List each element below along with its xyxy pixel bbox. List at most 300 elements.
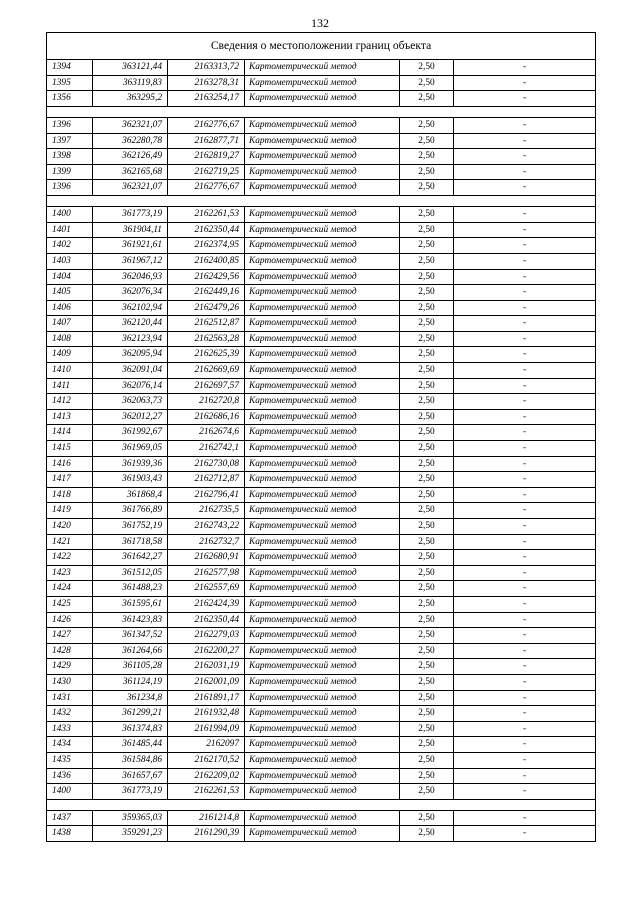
note-cell: - (454, 674, 596, 690)
note-cell: - (454, 441, 596, 457)
point-number-cell: 1397 (47, 133, 93, 149)
y-coordinate-cell: 2162720,8 (168, 394, 245, 410)
y-coordinate-cell: 2162719,25 (168, 164, 245, 180)
method-cell: Картометрический метод (245, 550, 400, 566)
table-row (47, 659, 596, 675)
point-number-cell: 1413 (47, 409, 93, 425)
x-coordinate-cell: 361904,11 (93, 222, 168, 238)
point-number-cell: 1432 (47, 706, 93, 722)
accuracy-cell: 2,50 (400, 643, 454, 659)
point-number-cell: 1412 (47, 394, 93, 410)
method-cell: Картометрический метод (245, 456, 400, 472)
x-coordinate-cell: 362091,04 (93, 363, 168, 379)
table-row (47, 207, 596, 223)
note-cell: - (454, 60, 596, 76)
point-number-cell: 1434 (47, 737, 93, 753)
group-separator (47, 195, 596, 206)
note-cell: - (454, 737, 596, 753)
group-separator-row (47, 106, 596, 117)
x-coordinate-cell: 362126,49 (93, 149, 168, 165)
point-number-cell: 1437 (47, 810, 93, 826)
point-number-cell: 1438 (47, 826, 93, 842)
note-cell: - (454, 596, 596, 612)
note-cell: - (454, 503, 596, 519)
y-coordinate-cell: 2162669,69 (168, 363, 245, 379)
method-cell: Картометрический метод (245, 752, 400, 768)
accuracy-cell: 2,50 (400, 581, 454, 597)
x-coordinate-cell: 361374,83 (93, 721, 168, 737)
y-coordinate-cell: 2163254,17 (168, 91, 245, 107)
table-row (47, 441, 596, 457)
x-coordinate-cell: 361773,19 (93, 207, 168, 223)
method-cell: Картометрический метод (245, 316, 400, 332)
method-cell: Картометрический метод (245, 441, 400, 457)
method-cell: Картометрический метод (245, 659, 400, 675)
accuracy-cell: 2,50 (400, 487, 454, 503)
y-coordinate-cell: 2162001,09 (168, 674, 245, 690)
note-cell: - (454, 425, 596, 441)
table-row (47, 550, 596, 566)
y-coordinate-cell: 2162680,91 (168, 550, 245, 566)
accuracy-cell: 2,50 (400, 363, 454, 379)
accuracy-cell: 2,50 (400, 378, 454, 394)
note-cell: - (454, 269, 596, 285)
point-number-cell: 1405 (47, 285, 93, 301)
point-number-cell: 1407 (47, 316, 93, 332)
accuracy-cell: 2,50 (400, 285, 454, 301)
note-cell: - (454, 456, 596, 472)
y-coordinate-cell: 2162743,22 (168, 519, 245, 535)
table-row (47, 331, 596, 347)
accuracy-cell: 2,50 (400, 737, 454, 753)
method-cell: Картометрический метод (245, 300, 400, 316)
y-coordinate-cell: 2162200,27 (168, 643, 245, 659)
note-cell: - (454, 706, 596, 722)
method-cell: Картометрический метод (245, 768, 400, 784)
y-coordinate-cell: 2162730,08 (168, 456, 245, 472)
group-separator-row (47, 195, 596, 206)
method-cell: Картометрический метод (245, 164, 400, 180)
method-cell: Картометрический метод (245, 207, 400, 223)
table-row (47, 643, 596, 659)
table-row (47, 253, 596, 269)
accuracy-cell: 2,50 (400, 596, 454, 612)
x-coordinate-cell: 361512,05 (93, 565, 168, 581)
x-coordinate-cell: 362046,93 (93, 269, 168, 285)
table-row (47, 117, 596, 133)
y-coordinate-cell: 2162429,56 (168, 269, 245, 285)
table-row (47, 826, 596, 842)
method-cell: Картометрический метод (245, 378, 400, 394)
note-cell: - (454, 300, 596, 316)
method-cell: Картометрический метод (245, 331, 400, 347)
accuracy-cell: 2,50 (400, 784, 454, 800)
method-cell: Картометрический метод (245, 75, 400, 91)
y-coordinate-cell: 2162819,27 (168, 149, 245, 165)
accuracy-cell: 2,50 (400, 612, 454, 628)
x-coordinate-cell: 361752,19 (93, 519, 168, 535)
table-row (47, 222, 596, 238)
y-coordinate-cell: 2162674,6 (168, 425, 245, 441)
accuracy-cell: 2,50 (400, 207, 454, 223)
method-cell: Картометрический метод (245, 534, 400, 550)
note-cell: - (454, 612, 596, 628)
accuracy-cell: 2,50 (400, 456, 454, 472)
note-cell: - (454, 347, 596, 363)
note-cell: - (454, 117, 596, 133)
point-number-cell: 1424 (47, 581, 93, 597)
accuracy-cell: 2,50 (400, 394, 454, 410)
point-number-cell: 1399 (47, 164, 93, 180)
table-row (47, 503, 596, 519)
note-cell: - (454, 331, 596, 347)
point-number-cell: 1427 (47, 628, 93, 644)
method-cell: Картометрический метод (245, 91, 400, 107)
x-coordinate-cell: 359365,03 (93, 810, 168, 826)
point-number-cell: 1411 (47, 378, 93, 394)
accuracy-cell: 2,50 (400, 706, 454, 722)
accuracy-cell: 2,50 (400, 425, 454, 441)
accuracy-cell: 2,50 (400, 117, 454, 133)
accuracy-cell: 2,50 (400, 674, 454, 690)
accuracy-cell: 2,50 (400, 316, 454, 332)
table-row (47, 316, 596, 332)
table-row (47, 425, 596, 441)
accuracy-cell: 2,50 (400, 300, 454, 316)
accuracy-cell: 2,50 (400, 149, 454, 165)
note-cell: - (454, 752, 596, 768)
boundary-table-body (47, 33, 596, 842)
x-coordinate-cell: 361105,28 (93, 659, 168, 675)
table-row (47, 238, 596, 254)
note-cell: - (454, 238, 596, 254)
note-cell: - (454, 316, 596, 332)
x-coordinate-cell: 361766,89 (93, 503, 168, 519)
y-coordinate-cell: 2162261,53 (168, 784, 245, 800)
method-cell: Картометрический метод (245, 117, 400, 133)
y-coordinate-cell: 2162350,44 (168, 612, 245, 628)
note-cell: - (454, 768, 596, 784)
x-coordinate-cell: 362321,07 (93, 117, 168, 133)
x-coordinate-cell: 361595,61 (93, 596, 168, 612)
accuracy-cell: 2,50 (400, 60, 454, 76)
method-cell: Картометрический метод (245, 180, 400, 196)
x-coordinate-cell: 362165,68 (93, 164, 168, 180)
y-coordinate-cell: 2162424,39 (168, 596, 245, 612)
point-number-cell: 1421 (47, 534, 93, 550)
method-cell: Картометрический метод (245, 737, 400, 753)
method-cell: Картометрический метод (245, 519, 400, 535)
note-cell: - (454, 363, 596, 379)
note-cell: - (454, 690, 596, 706)
note-cell: - (454, 180, 596, 196)
table-row (47, 149, 596, 165)
method-cell: Картометрический метод (245, 596, 400, 612)
note-cell: - (454, 149, 596, 165)
table-row (47, 752, 596, 768)
table-row (47, 612, 596, 628)
table-row (47, 378, 596, 394)
point-number-cell: 1410 (47, 363, 93, 379)
table-row (47, 363, 596, 379)
point-number-cell: 1402 (47, 238, 93, 254)
method-cell: Картометрический метод (245, 133, 400, 149)
point-number-cell: 1408 (47, 331, 93, 347)
x-coordinate-cell: 361992,67 (93, 425, 168, 441)
method-cell: Картометрический метод (245, 253, 400, 269)
boundary-table-container (46, 32, 595, 842)
method-cell: Картометрический метод (245, 149, 400, 165)
note-cell: - (454, 519, 596, 535)
method-cell: Картометрический метод (245, 285, 400, 301)
accuracy-cell: 2,50 (400, 810, 454, 826)
table-row (47, 581, 596, 597)
x-coordinate-cell: 361969,05 (93, 441, 168, 457)
x-coordinate-cell: 361967,12 (93, 253, 168, 269)
x-coordinate-cell: 361488,23 (93, 581, 168, 597)
page-number: 132 (311, 16, 329, 30)
accuracy-cell: 2,50 (400, 409, 454, 425)
x-coordinate-cell: 361347,52 (93, 628, 168, 644)
point-number-cell: 1420 (47, 519, 93, 535)
point-number-cell: 1428 (47, 643, 93, 659)
table-row (47, 347, 596, 363)
note-cell: - (454, 222, 596, 238)
point-number-cell: 1398 (47, 149, 93, 165)
point-number-cell: 1400 (47, 207, 93, 223)
method-cell: Картометрический метод (245, 425, 400, 441)
point-number-cell: 1429 (47, 659, 93, 675)
note-cell: - (454, 378, 596, 394)
x-coordinate-cell: 361921,61 (93, 238, 168, 254)
accuracy-cell: 2,50 (400, 133, 454, 149)
x-coordinate-cell: 361264,66 (93, 643, 168, 659)
method-cell: Картометрический метод (245, 363, 400, 379)
accuracy-cell: 2,50 (400, 826, 454, 842)
y-coordinate-cell: 2162097 (168, 737, 245, 753)
method-cell: Картометрический метод (245, 826, 400, 842)
x-coordinate-cell: 362280,78 (93, 133, 168, 149)
note-cell: - (454, 75, 596, 91)
table-row (47, 300, 596, 316)
table-row (47, 519, 596, 535)
y-coordinate-cell: 2162735,5 (168, 503, 245, 519)
table-row (47, 706, 596, 722)
accuracy-cell: 2,50 (400, 472, 454, 488)
method-cell: Картометрический метод (245, 706, 400, 722)
x-coordinate-cell: 361773,19 (93, 784, 168, 800)
y-coordinate-cell: 2162686,16 (168, 409, 245, 425)
point-number-cell: 1418 (47, 487, 93, 503)
accuracy-cell: 2,50 (400, 659, 454, 675)
table-row (47, 472, 596, 488)
point-number-cell: 1417 (47, 472, 93, 488)
accuracy-cell: 2,50 (400, 238, 454, 254)
method-cell: Картометрический метод (245, 565, 400, 581)
y-coordinate-cell: 2162350,44 (168, 222, 245, 238)
x-coordinate-cell: 361642,27 (93, 550, 168, 566)
method-cell: Картометрический метод (245, 612, 400, 628)
group-separator (47, 106, 596, 117)
note-cell: - (454, 628, 596, 644)
x-coordinate-cell: 362076,34 (93, 285, 168, 301)
x-coordinate-cell: 361124,19 (93, 674, 168, 690)
y-coordinate-cell: 2162742,1 (168, 441, 245, 457)
x-coordinate-cell: 362095,94 (93, 347, 168, 363)
table-title: Сведения о местоположении границ объекта (47, 33, 596, 60)
table-row (47, 534, 596, 550)
y-coordinate-cell: 2162625,39 (168, 347, 245, 363)
accuracy-cell: 2,50 (400, 180, 454, 196)
method-cell: Картометрический метод (245, 674, 400, 690)
note-cell: - (454, 409, 596, 425)
table-row (47, 565, 596, 581)
table-row (47, 487, 596, 503)
accuracy-cell: 2,50 (400, 441, 454, 457)
y-coordinate-cell: 2162512,87 (168, 316, 245, 332)
point-number-cell: 1356 (47, 91, 93, 107)
y-coordinate-cell: 2162796,41 (168, 487, 245, 503)
y-coordinate-cell: 2162170,52 (168, 752, 245, 768)
point-number-cell: 1430 (47, 674, 93, 690)
table-row (47, 269, 596, 285)
x-coordinate-cell: 361903,43 (93, 472, 168, 488)
note-cell: - (454, 91, 596, 107)
method-cell: Картометрический метод (245, 628, 400, 644)
point-number-cell: 1422 (47, 550, 93, 566)
y-coordinate-cell: 2162209,02 (168, 768, 245, 784)
y-coordinate-cell: 2163278,31 (168, 75, 245, 91)
method-cell: Картометрический метод (245, 581, 400, 597)
y-coordinate-cell: 2162374,95 (168, 238, 245, 254)
x-coordinate-cell: 361939,36 (93, 456, 168, 472)
point-number-cell: 1403 (47, 253, 93, 269)
y-coordinate-cell: 2162712,87 (168, 472, 245, 488)
x-coordinate-cell: 361718,58 (93, 534, 168, 550)
x-coordinate-cell: 363121,44 (93, 60, 168, 76)
y-coordinate-cell: 2162776,67 (168, 180, 245, 196)
point-number-cell: 1435 (47, 752, 93, 768)
note-cell: - (454, 487, 596, 503)
method-cell: Картометрический метод (245, 487, 400, 503)
method-cell: Картометрический метод (245, 269, 400, 285)
point-number-cell: 1425 (47, 596, 93, 612)
table-row (47, 285, 596, 301)
group-separator-row (47, 799, 596, 810)
table-row (47, 456, 596, 472)
table-row (47, 409, 596, 425)
note-cell: - (454, 810, 596, 826)
table-row (47, 394, 596, 410)
accuracy-cell: 2,50 (400, 503, 454, 519)
accuracy-cell: 2,50 (400, 628, 454, 644)
x-coordinate-cell: 362321,07 (93, 180, 168, 196)
point-number-cell: 1400 (47, 784, 93, 800)
note-cell: - (454, 581, 596, 597)
point-number-cell: 1394 (47, 60, 93, 76)
x-coordinate-cell: 362076,14 (93, 378, 168, 394)
method-cell: Картометрический метод (245, 409, 400, 425)
y-coordinate-cell: 2162577,98 (168, 565, 245, 581)
point-number-cell: 1396 (47, 117, 93, 133)
table-row (47, 768, 596, 784)
x-coordinate-cell: 362063,73 (93, 394, 168, 410)
accuracy-cell: 2,50 (400, 690, 454, 706)
method-cell: Картометрический метод (245, 347, 400, 363)
x-coordinate-cell: 361584,86 (93, 752, 168, 768)
point-number-cell: 1414 (47, 425, 93, 441)
point-number-cell: 1423 (47, 565, 93, 581)
table-row (47, 133, 596, 149)
point-number-cell: 1415 (47, 441, 93, 457)
method-cell: Картометрический метод (245, 690, 400, 706)
y-coordinate-cell: 2162279,03 (168, 628, 245, 644)
y-coordinate-cell: 2162449,16 (168, 285, 245, 301)
table-row (47, 737, 596, 753)
y-coordinate-cell: 2163313,72 (168, 60, 245, 76)
table-row (47, 180, 596, 196)
y-coordinate-cell: 2162557,69 (168, 581, 245, 597)
y-coordinate-cell: 2161994,09 (168, 721, 245, 737)
x-coordinate-cell: 363119,83 (93, 75, 168, 91)
note-cell: - (454, 826, 596, 842)
accuracy-cell: 2,50 (400, 534, 454, 550)
note-cell: - (454, 207, 596, 223)
table-row (47, 674, 596, 690)
accuracy-cell: 2,50 (400, 721, 454, 737)
accuracy-cell: 2,50 (400, 550, 454, 566)
point-number-cell: 1433 (47, 721, 93, 737)
method-cell: Картометрический метод (245, 503, 400, 519)
note-cell: - (454, 784, 596, 800)
x-coordinate-cell: 362012,27 (93, 409, 168, 425)
table-title-row (47, 33, 596, 60)
method-cell: Картометрический метод (245, 472, 400, 488)
note-cell: - (454, 253, 596, 269)
table-row (47, 721, 596, 737)
point-number-cell: 1406 (47, 300, 93, 316)
accuracy-cell: 2,50 (400, 91, 454, 107)
point-number-cell: 1401 (47, 222, 93, 238)
note-cell: - (454, 534, 596, 550)
x-coordinate-cell: 361485,44 (93, 737, 168, 753)
x-coordinate-cell: 361423,83 (93, 612, 168, 628)
table-row (47, 75, 596, 91)
accuracy-cell: 2,50 (400, 331, 454, 347)
x-coordinate-cell: 362123,94 (93, 331, 168, 347)
table-row (47, 784, 596, 800)
y-coordinate-cell: 2162877,71 (168, 133, 245, 149)
note-cell: - (454, 659, 596, 675)
point-number-cell: 1426 (47, 612, 93, 628)
note-cell: - (454, 472, 596, 488)
point-number-cell: 1416 (47, 456, 93, 472)
method-cell: Картометрический метод (245, 810, 400, 826)
boundary-table (46, 32, 596, 842)
note-cell: - (454, 565, 596, 581)
method-cell: Картометрический метод (245, 784, 400, 800)
table-row (47, 628, 596, 644)
accuracy-cell: 2,50 (400, 269, 454, 285)
note-cell: - (454, 133, 596, 149)
table-row (47, 91, 596, 107)
method-cell: Картометрический метод (245, 394, 400, 410)
x-coordinate-cell: 363295,2 (93, 91, 168, 107)
table-row (47, 810, 596, 826)
y-coordinate-cell: 2162732,7 (168, 534, 245, 550)
accuracy-cell: 2,50 (400, 347, 454, 363)
point-number-cell: 1436 (47, 768, 93, 784)
